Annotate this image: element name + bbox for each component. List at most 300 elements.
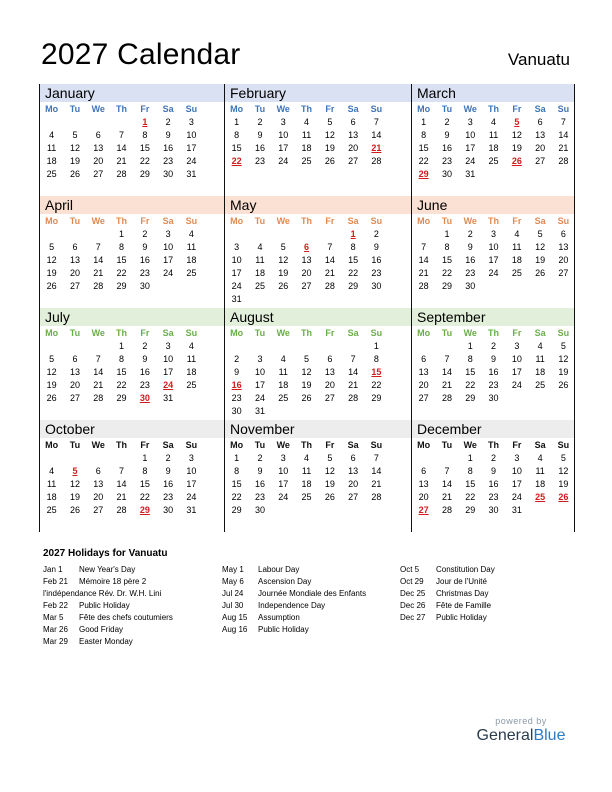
empty-day-cell (40, 452, 63, 465)
week-row (412, 379, 591, 392)
week-row (40, 254, 219, 267)
day-cell: 13 (535, 130, 546, 140)
week-row (412, 491, 591, 504)
day-cell: 27 (93, 169, 104, 179)
weekday-label: Fr (512, 104, 522, 114)
weekday-label: Su (557, 104, 570, 114)
holiday-list (43, 548, 573, 646)
weekday-label: Th (301, 104, 313, 114)
empty-day-cell (341, 293, 364, 306)
day-cell: 11 (535, 466, 545, 476)
day-cell: 12 (558, 466, 569, 476)
week-row (225, 293, 404, 306)
day-cell: 7 (373, 453, 379, 463)
day-cell: 19 (558, 479, 569, 489)
day-cell: 12 (535, 242, 546, 252)
month-february (225, 84, 404, 168)
month-name: April (45, 197, 74, 213)
weekday-label: Fr (325, 216, 335, 226)
holiday-day-cell: 15 (371, 367, 382, 377)
holiday-date: Jul 30 (222, 601, 244, 610)
holiday-day-cell: 22 (231, 156, 242, 166)
empty-day-cell (295, 504, 318, 517)
week-row (412, 267, 591, 280)
week-row (412, 116, 591, 129)
day-cell: 1 (142, 453, 148, 463)
weekday-label: We (276, 440, 290, 450)
day-cell: 27 (69, 393, 80, 403)
weekday-header (412, 438, 591, 452)
day-cell: 21 (371, 479, 382, 489)
day-cell: 16 (371, 255, 382, 265)
day-cell: 31 (231, 294, 242, 304)
day-cell: 30 (231, 406, 242, 416)
empty-day-cell (528, 504, 551, 517)
day-cell: 15 (116, 255, 127, 265)
holiday-entry (222, 612, 366, 624)
day-cell: 24 (278, 492, 289, 502)
day-cell: 30 (163, 505, 174, 515)
day-cell: 26 (46, 393, 57, 403)
day-cell: 24 (254, 393, 265, 403)
day-cell: 12 (558, 354, 569, 364)
day-cell: 12 (69, 143, 80, 153)
holiday-date: Jul 24 (222, 589, 244, 598)
empty-day-cell (272, 228, 295, 241)
day-cell: 19 (324, 143, 335, 153)
holiday-date: Mar 26 (43, 625, 68, 634)
month-september (412, 308, 591, 405)
day-cell: 8 (119, 242, 125, 252)
day-cell: 22 (139, 156, 150, 166)
weekday-label: We (463, 104, 477, 114)
holiday-date: Oct 29 (400, 577, 424, 586)
weekday-label: We (91, 328, 105, 338)
day-cell: 7 (119, 130, 125, 140)
holiday-entry (43, 576, 173, 588)
holiday-day-cell: 1 (350, 229, 356, 239)
empty-day-cell (63, 116, 86, 129)
day-cell: 15 (348, 255, 359, 265)
day-cell: 18 (46, 492, 57, 502)
empty-day-cell (110, 116, 133, 129)
day-cell: 16 (254, 479, 265, 489)
empty-day-cell (225, 228, 248, 241)
day-cell: 7 (95, 354, 101, 364)
day-cell: 17 (278, 479, 289, 489)
day-cell: 20 (324, 380, 335, 390)
weekday-label: Tu (441, 440, 453, 450)
day-cell: 26 (69, 505, 80, 515)
weekday-header (40, 326, 219, 340)
month-july (40, 308, 219, 405)
day-cell: 5 (49, 242, 55, 252)
week-row (40, 241, 219, 254)
weekday-label: Sa (534, 328, 546, 338)
day-cell: 13 (301, 255, 312, 265)
day-cell: 11 (488, 130, 499, 140)
day-cell: 29 (116, 281, 127, 291)
day-cell: 4 (304, 453, 310, 463)
empty-day-cell (412, 340, 435, 353)
day-cell: 26 (324, 492, 335, 502)
holiday-date: May 1 (222, 565, 244, 574)
day-cell: 3 (234, 242, 240, 252)
day-cell: 2 (257, 453, 263, 463)
empty-day-cell (248, 228, 271, 241)
day-cell: 12 (301, 367, 312, 377)
month-name: September (417, 309, 486, 325)
day-cell: 6 (537, 117, 543, 127)
holiday-entry (222, 564, 366, 576)
weekday-label: Mo (230, 328, 244, 338)
empty-day-cell (341, 504, 364, 517)
day-cell: 10 (278, 466, 289, 476)
day-cell: 7 (350, 354, 356, 364)
week-row (225, 129, 404, 142)
day-cell: 20 (558, 255, 569, 265)
day-cell: 31 (186, 505, 197, 515)
week-row (412, 353, 591, 366)
day-cell: 17 (231, 268, 242, 278)
empty-day-cell (318, 228, 341, 241)
weekday-label: Tu (254, 216, 266, 226)
weekday-label: We (91, 216, 105, 226)
day-cell: 17 (163, 255, 174, 265)
weekday-label: Fr (325, 104, 335, 114)
day-cell: 11 (186, 354, 197, 364)
day-cell: 1 (444, 229, 450, 239)
weekday-header (225, 326, 404, 340)
day-cell: 20 (69, 380, 80, 390)
day-cell: 31 (186, 169, 197, 179)
quarter-band (39, 308, 575, 420)
weekday-header (40, 214, 219, 228)
day-cell: 9 (257, 130, 263, 140)
week-row (225, 379, 404, 392)
day-cell: 7 (421, 242, 427, 252)
empty-day-cell (87, 228, 110, 241)
day-cell: 16 (488, 367, 499, 377)
weekday-label: Mo (45, 440, 59, 450)
day-cell: 21 (116, 492, 127, 502)
week-row (225, 116, 404, 129)
day-cell: 25 (301, 156, 312, 166)
day-cell: 5 (560, 453, 566, 463)
day-cell: 10 (231, 255, 242, 265)
month-october (40, 420, 219, 517)
holiday-day-cell: 24 (163, 380, 174, 390)
month-march (412, 84, 591, 181)
holiday-name: Public Holiday (258, 625, 309, 634)
empty-day-cell (272, 504, 295, 517)
empty-day-cell (365, 504, 388, 517)
day-cell: 13 (418, 367, 429, 377)
day-cell: 12 (46, 367, 57, 377)
weekday-label: Th (116, 216, 128, 226)
holiday-date: Feb 22 (43, 601, 68, 610)
week-row (412, 155, 591, 168)
day-cell: 28 (371, 492, 382, 502)
day-cell: 5 (560, 341, 566, 351)
week-row (412, 168, 591, 181)
day-cell: 25 (46, 505, 57, 515)
week-row (225, 241, 404, 254)
day-cell: 7 (119, 466, 125, 476)
day-cell: 6 (350, 453, 356, 463)
month-name: December (417, 421, 482, 437)
day-cell: 10 (163, 242, 174, 252)
day-cell: 28 (93, 281, 104, 291)
day-cell: 11 (301, 130, 312, 140)
weekday-label: Sa (347, 216, 359, 226)
empty-day-cell (40, 116, 63, 129)
empty-day-cell (552, 168, 575, 181)
day-cell: 9 (142, 242, 148, 252)
weekday-label: Su (185, 104, 198, 114)
weekday-label: Th (488, 216, 500, 226)
holiday-entry (43, 600, 173, 612)
empty-day-cell (87, 116, 110, 129)
day-cell: 15 (231, 479, 242, 489)
day-cell: 30 (254, 505, 265, 515)
week-row (225, 254, 404, 267)
weekday-label: Mo (45, 104, 59, 114)
weekday-label: Th (488, 328, 500, 338)
day-cell: 29 (231, 505, 242, 515)
weekday-label: Fr (140, 216, 150, 226)
day-cell: 2 (234, 354, 240, 364)
day-cell: 13 (93, 143, 104, 153)
day-cell: 3 (467, 117, 473, 127)
day-cell: 12 (46, 255, 57, 265)
day-cell: 12 (324, 466, 335, 476)
day-cell: 26 (301, 393, 312, 403)
day-cell: 28 (348, 393, 359, 403)
day-cell: 4 (514, 229, 520, 239)
week-row (40, 228, 219, 241)
day-cell: 6 (95, 130, 101, 140)
day-cell: 2 (142, 341, 148, 351)
day-cell: 22 (116, 380, 127, 390)
day-cell: 23 (465, 268, 476, 278)
week-row (40, 478, 219, 491)
day-cell: 10 (465, 130, 476, 140)
empty-day-cell (295, 340, 318, 353)
holiday-entry (222, 600, 366, 612)
holiday-column (400, 564, 495, 624)
weekday-label: Th (301, 440, 313, 450)
empty-day-cell (110, 452, 133, 465)
holiday-name: Mémoire 18 père 2 (79, 577, 147, 586)
day-cell: 9 (491, 466, 497, 476)
day-cell: 23 (139, 380, 150, 390)
weekday-label: We (91, 440, 105, 450)
day-cell: 11 (278, 367, 288, 377)
weekday-label: Sa (347, 328, 359, 338)
day-cell: 18 (511, 255, 522, 265)
empty-day-cell (528, 168, 551, 181)
weekday-label: Sa (347, 104, 359, 114)
weekday-label: Sa (162, 104, 174, 114)
page-title: 2027 Calendar (41, 38, 241, 71)
day-cell: 18 (278, 380, 289, 390)
week-row (40, 366, 219, 379)
day-cell: 27 (535, 156, 546, 166)
weekday-label: Tu (441, 216, 453, 226)
day-cell: 26 (324, 156, 335, 166)
brand-logo[interactable] (473, 716, 569, 745)
weekday-header (40, 438, 219, 452)
day-cell: 13 (348, 466, 359, 476)
day-cell: 14 (93, 367, 104, 377)
empty-day-cell (412, 452, 435, 465)
day-cell: 28 (324, 281, 335, 291)
day-cell: 19 (324, 479, 335, 489)
day-cell: 30 (139, 281, 150, 291)
day-cell: 31 (254, 406, 265, 416)
holiday-date: Dec 27 (400, 613, 426, 622)
day-cell: 28 (116, 169, 127, 179)
day-cell: 9 (257, 466, 263, 476)
day-cell: 20 (418, 492, 429, 502)
holiday-date: Aug 16 (222, 625, 248, 634)
day-cell: 3 (165, 229, 171, 239)
week-row (225, 405, 404, 418)
day-cell: 14 (93, 255, 104, 265)
day-cell: 14 (324, 255, 335, 265)
day-cell: 21 (93, 268, 104, 278)
day-cell: 13 (69, 367, 80, 377)
week-row (225, 504, 404, 517)
day-cell: 6 (95, 466, 101, 476)
day-cell: 20 (348, 143, 359, 153)
day-cell: 9 (165, 130, 171, 140)
day-cell: 8 (373, 354, 379, 364)
day-cell: 22 (348, 268, 359, 278)
day-cell: 3 (280, 453, 286, 463)
holiday-entry (400, 564, 495, 576)
day-cell: 4 (188, 229, 194, 239)
day-cell: 17 (186, 479, 197, 489)
day-cell: 17 (511, 479, 522, 489)
day-cell: 1 (119, 341, 125, 351)
empty-day-cell (318, 405, 341, 418)
week-row (40, 379, 219, 392)
weekday-label: Tu (69, 216, 81, 226)
week-row (40, 168, 219, 181)
day-cell: 8 (467, 354, 473, 364)
holiday-day-cell: 5 (72, 466, 78, 476)
empty-day-cell (435, 340, 458, 353)
day-cell: 4 (537, 453, 543, 463)
holiday-day-cell: 6 (304, 242, 310, 252)
day-cell: 12 (278, 255, 289, 265)
day-cell: 18 (186, 367, 197, 377)
day-cell: 6 (421, 354, 427, 364)
day-cell: 16 (254, 143, 265, 153)
holiday-entry (400, 612, 495, 624)
empty-day-cell (435, 452, 458, 465)
week-row (412, 142, 591, 155)
day-cell: 8 (234, 130, 240, 140)
week-row (412, 129, 591, 142)
day-cell: 16 (139, 255, 150, 265)
day-cell: 10 (186, 466, 197, 476)
weekday-label: Mo (417, 104, 431, 114)
week-row (412, 478, 591, 491)
day-cell: 24 (278, 156, 289, 166)
day-cell: 7 (444, 354, 450, 364)
holiday-day-cell: 29 (418, 169, 429, 179)
day-cell: 20 (301, 268, 312, 278)
day-cell: 1 (234, 117, 240, 127)
day-cell: 2 (373, 229, 379, 239)
day-cell: 27 (348, 492, 359, 502)
weekday-label: Fr (512, 440, 522, 450)
day-cell: 10 (511, 354, 522, 364)
day-cell: 2 (165, 453, 171, 463)
day-cell: 6 (72, 242, 78, 252)
day-cell: 15 (418, 143, 429, 153)
holiday-date: Mar 5 (43, 613, 64, 622)
empty-day-cell (412, 228, 435, 241)
holiday-name: Christmas Day (436, 589, 489, 598)
day-cell: 7 (444, 466, 450, 476)
day-cell: 5 (280, 242, 286, 252)
month-name: January (45, 85, 95, 101)
weekday-label: Fr (140, 328, 150, 338)
day-cell: 28 (558, 156, 569, 166)
weekday-label: Fr (512, 328, 522, 338)
holiday-day-cell: 21 (371, 143, 382, 153)
month-name: June (417, 197, 448, 213)
day-cell: 21 (348, 380, 359, 390)
day-cell: 6 (350, 117, 356, 127)
weekday-label: Tu (69, 440, 81, 450)
day-cell: 18 (535, 479, 546, 489)
day-cell: 18 (488, 143, 499, 153)
day-cell: 22 (465, 380, 476, 390)
day-cell: 2 (491, 453, 497, 463)
day-cell: 4 (49, 466, 55, 476)
weekday-label: Th (116, 328, 128, 338)
weekday-label: Su (370, 328, 383, 338)
day-cell: 31 (511, 505, 522, 515)
weekday-label: We (463, 216, 477, 226)
day-cell: 19 (301, 380, 312, 390)
empty-day-cell (156, 280, 179, 293)
holiday-entry (43, 564, 173, 576)
day-cell: 10 (254, 367, 265, 377)
holiday-date: Mar 29 (43, 637, 68, 646)
day-cell: 10 (488, 242, 499, 252)
day-cell: 29 (348, 281, 359, 291)
day-cell: 16 (163, 143, 174, 153)
empty-day-cell (180, 280, 203, 293)
day-cell: 6 (421, 466, 427, 476)
weekday-label: Tu (254, 328, 266, 338)
day-cell: 4 (257, 242, 263, 252)
holiday-date: May 6 (222, 577, 244, 586)
day-cell: 25 (488, 156, 499, 166)
day-cell: 10 (511, 466, 522, 476)
weekday-header (225, 438, 404, 452)
empty-day-cell (528, 280, 551, 293)
day-cell: 5 (327, 117, 333, 127)
empty-day-cell (295, 405, 318, 418)
holiday-day-cell: 27 (418, 505, 429, 515)
